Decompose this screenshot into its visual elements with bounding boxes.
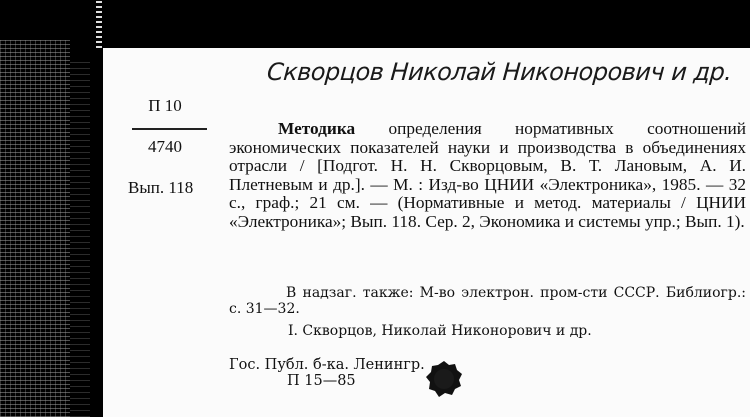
- scan-edge-strip: [96, 0, 102, 48]
- scan-noise: [0, 40, 70, 417]
- scan-border-top: [0, 0, 750, 48]
- library-code: П 15—85: [287, 373, 356, 389]
- library-block: [229, 357, 425, 389]
- entry-body: определения нормативных соотношений экономических показателей науки и производства в объединениях отрасли / [Подгот. Н. Н. Скворцовым, В. Т. Лановым, А. И. Плетневым и др.]. — М. : Изд-во ЦНИИ «Электроника», 1985. — 32 с., граф.; 21 см. — (Нормативные и метод. материалы / ЦНИИ «Электроника»; Вып. 118. Сер. 2, Экономика и системы упр.; Вып. 1).: [229, 119, 746, 231]
- scan-noise-secondary: [70, 60, 90, 417]
- bibliographic-entry: [229, 120, 746, 232]
- library-name: Гос. Публ. б-ка. Ленингр.: [229, 357, 425, 373]
- shelf-divider: [132, 128, 207, 130]
- entry-note: [229, 285, 746, 317]
- library-stamp-icon: [424, 359, 464, 399]
- author-tracing: I. Скворцов, Николай Никонорович и др.: [288, 323, 592, 339]
- shelf-issue: Вып. 118: [128, 178, 194, 197]
- shelf-number: 4740: [148, 137, 182, 156]
- shelf-index: П 10: [148, 96, 182, 115]
- handwritten-annotation: Скворцов Николай Никонорович и др.: [266, 58, 733, 86]
- entry-title-word: Методика: [278, 119, 356, 138]
- note-text: В надзаг. также: М-во электрон. пром-сти СССР. Библиогр.: с. 31—32.: [229, 285, 746, 317]
